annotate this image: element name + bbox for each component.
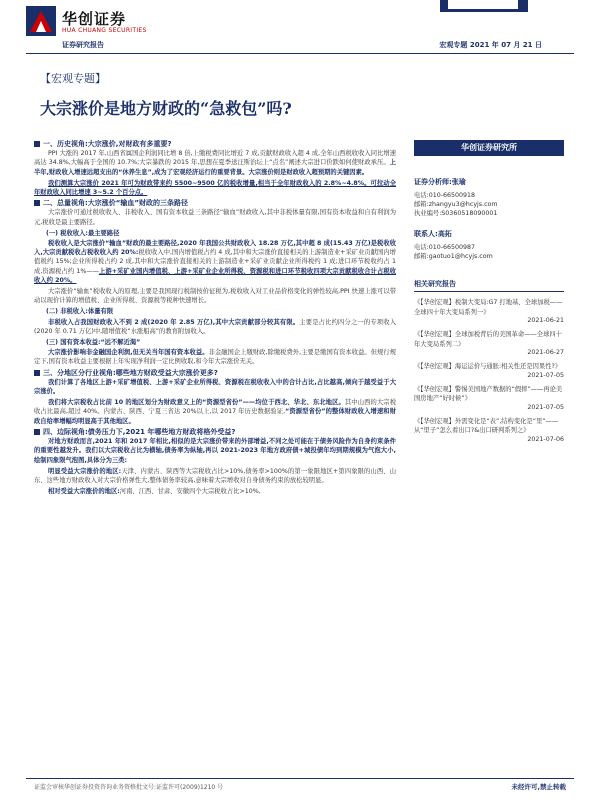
analyst-email[interactable]: 邮箱:zhangyu3@hcyjs.com: [414, 201, 498, 208]
header-corner-decoration: [440, 0, 528, 12]
report-type: 证券研究报告: [62, 41, 104, 49]
logo-text-cn: 华创证券: [62, 10, 127, 28]
paragraph-highlight: 我们计算了各地区上游+采矿增值税、上游+采矿企业所得税、资源税在税收收入中的合计占比,占比越高,倾向于越受益于大宗涨价。: [34, 378, 396, 396]
bullet-square-icon: [34, 200, 40, 206]
paragraph: 明显受益大宗涨价的地区:天津、内蒙古、陕西等大宗税收占比>10%,债务率>100%的第一象限地区+第四象限的山西、山东、这些地方财政收入对大宗价格弹性大,整体债务率较高,意味着大宗增收对自身债务约束的放松较明显。: [34, 467, 397, 484]
bullet-square-icon: [34, 370, 40, 376]
contact-block: 联系人:高拓 电话:010-66500987 邮箱:gaotuo1@hcyjs.com: [414, 230, 564, 261]
footer-divider: [26, 778, 574, 779]
subheading-state-capital: (三) 国有资本收益:“远不解近渴”: [46, 339, 141, 347]
section-heading-4: 四、边际视角:债务压力下,2021 年哪些地方财政将格外受益?: [34, 428, 396, 437]
footer-notice: 未经许可,禁止转载: [511, 783, 566, 791]
contact-name: 高拓: [437, 230, 452, 238]
analyst-name: 张瑜: [451, 178, 466, 186]
bullet-square-icon: [34, 141, 40, 147]
section-heading-2: 二、总量视角:大宗涨价“输血”财政的三条路径: [34, 199, 396, 208]
related-report-link[interactable]: 《【华创宏观】全球加税背后的美国革命——全球四十年大变局系列二》: [414, 331, 562, 348]
summary-body: [34, 138, 396, 498]
header-divider: [26, 53, 574, 54]
logo-text-en: HUA CHUANG SECURITIES: [62, 27, 147, 34]
contact-email[interactable]: 邮箱:gaotuo1@hcyjs.com: [414, 253, 493, 260]
paragraph: PPI 大涨的 2017 年,山西省属国企利润同比增 8 倍,上缴税费同比增近 7 成,贡献财政收入超 4 成,全年山西税收收入同比增速高达 34.8%,大幅高于全国的 10.7%;大宗暴跌的 2015 年,思想在夏季送汪斯治坛上“点名”阐述大宗进口价跌如何使财政承压。上半年,财政收入增速远超支出的“休养生息”,成为了宏观经济运行的重要背景。大宗涨价则是财政收入超预期的关键因素。: [34, 150, 396, 176]
subheading-nontax: (二) 非税收入:体量有限: [46, 308, 114, 316]
related-research-title: 相关研究报告: [414, 280, 456, 288]
related-divider: [414, 291, 564, 292]
paragraph: 相对受益大宗涨价的地区:河南、江西、甘肃、安徽四个大宗税收占比>10%,: [48, 488, 261, 496]
analyst-block: 证券分析师:张瑜 电话:010-66500918 邮箱:zhangyu3@hcyjs.com 执业编号:S0360518090001: [414, 178, 564, 218]
paragraph-highlight: 对地方财政而言,2021 年和 2017 年相比,相似的是大宗涨价带来的外部增益,不同之处可能在于债务风险作为自身约束条件的重要性越发升。我们以大宗税收占比为横轴,债务率为纵轴,再以 2021-2023 年地方政府债+城投债年均到期规模为气泡大小,绘制四象限气泡图,具体分为三类:: [34, 438, 396, 464]
company-logo: [26, 6, 156, 36]
page-title: 大宗涨价是地方财政的“急救包”吗?: [40, 99, 292, 118]
paragraph: 我们将大宗税收占比前 10 的地区划分为财政意义上的“资源型省份”——均位于西北、华北、东北地区。其中山西的大宗税收占比最高,超过 40%。内蒙古、陕西、宁夏三省达 20%以上,以 2017 年历史数据验证,“资源型省份”的整体财政收入增速和财政自给率增幅均明显高于其他地区。: [34, 399, 397, 425]
paragraph: 税收收入是大宗涨价“输血”财政的最主要路径,2020 年我国公共财政收入 18.28 万亿,其中超 8 成(15.43 万亿)是税收收入,大宗贡献税收占税收收入约 20%:税收收入中,国内增值税占约 4 成,其中和大宗涨价直接相关的上游制造业+采矿业贡献国内增值税约 15%;企业所得税占约 2 成,其中和大宗涨价直接相关的上游制造业+采矿业贡献企业所得税约 1 成;进口环节税收约占 1 成,资源税占约 1%——上游+采矿业国内增值税、上游+采矿业企业所得税、资源税和进口环节税收四项大宗贡献税收合计占税收收入约 20%。: [34, 240, 396, 284]
related-report-date: 2021-07-05: [527, 371, 564, 379]
related-report-date: 2021-07-05: [527, 403, 564, 411]
logo-mark-icon: [26, 6, 56, 36]
related-report-link[interactable]: 《【华创宏观】税制大变局:G7 打地基、全球加税——全球四十年大变局系列一》: [414, 299, 563, 316]
paragraph: 大宗涨价影响非金融国企利润,但无关当年国有资本收益。非金融国企上缴财政,除缴税费外,主要是缴国有资本收益。但规行规定下,国有资本收益主要根据上年实现净利润一定比例收取,和今年大宗涨价无关。: [34, 349, 396, 366]
section-heading-1: 一、历史视角:大宗涨价,对财政有多重要?: [34, 140, 396, 149]
paragraph: 非税收入占我国财政收入不到 2 成(2020 年 2.85 万亿),其中大宗贡献部分较其有限。主要是占比约四分之一的专项收入(2020 年 0.71 万亿)中,随增值税“水涨船高”的教育附加收入。: [34, 318, 396, 335]
related-report-date: 2021-06-21: [527, 317, 564, 324]
report-meta: 宏观专题 2021 年 07 月 21 日: [439, 41, 542, 49]
org-banner: 华创证券研究所: [414, 140, 564, 156]
contact-phone: 电话:010-66500987: [414, 244, 476, 251]
analyst-phone: 电话:010-66500918: [414, 192, 476, 199]
related-report-link[interactable]: 《【华创宏观】警惕美国地产数据的“假摔”——再论美国房地产“好时候”》: [414, 385, 563, 402]
analyst-cert: 执业编号:S0360518090001: [414, 210, 498, 217]
related-report-link[interactable]: 《【华创宏观】海运运价与通胀:相关性还是因果性?》: [414, 363, 562, 370]
bullet-square-icon: [34, 429, 40, 435]
paragraph-highlight: 我们测算大宗涨价 2021 年可为财政带来约 5500~9500 亿的税收增量,相当于全年财政收入的 2.8%~4.8%。可拉动全年财政收入同比增速 3~5.2 个百分点。: [34, 179, 396, 197]
paragraph: 大宗涨价可通过税收收入、非税收入、国有资本收益三条路径“输血”财政收入,其中非税体量有限,国有资本收益和自有利润为元,税收是最主要路径。: [34, 209, 396, 226]
related-report-date: 2021-07-06: [527, 435, 564, 443]
report-tag: 【宏观专题】: [40, 72, 106, 85]
section-heading-3: 三、分地区分行业视角:哪些地方财政受益大宗涨价更多?: [34, 369, 396, 378]
paragraph: 大宗涨价“输血”税收收入的原理,主要是我国现行税制按价征税为,税收收入对工业品价格变化的弹性较高,PPI 快速上涨可以带动以现价计算的增值税、企业所得税、资源税等税种快速增长。: [34, 288, 396, 305]
related-report-link[interactable]: 《【华创宏观】外需变化是“表”,结构变化是“里”——从“里子”怎么看出口?&出口研判系列之》: [414, 417, 559, 434]
footer-license: 证监会审核华创证券投资咨询业务资格批文号:证监许可(2009)1210 号: [34, 784, 224, 791]
sidebar: [414, 140, 564, 443]
subheading-tax: (一) 税收收入:最主要路径: [46, 229, 120, 237]
related-report-date: 2021-06-27: [527, 349, 564, 356]
